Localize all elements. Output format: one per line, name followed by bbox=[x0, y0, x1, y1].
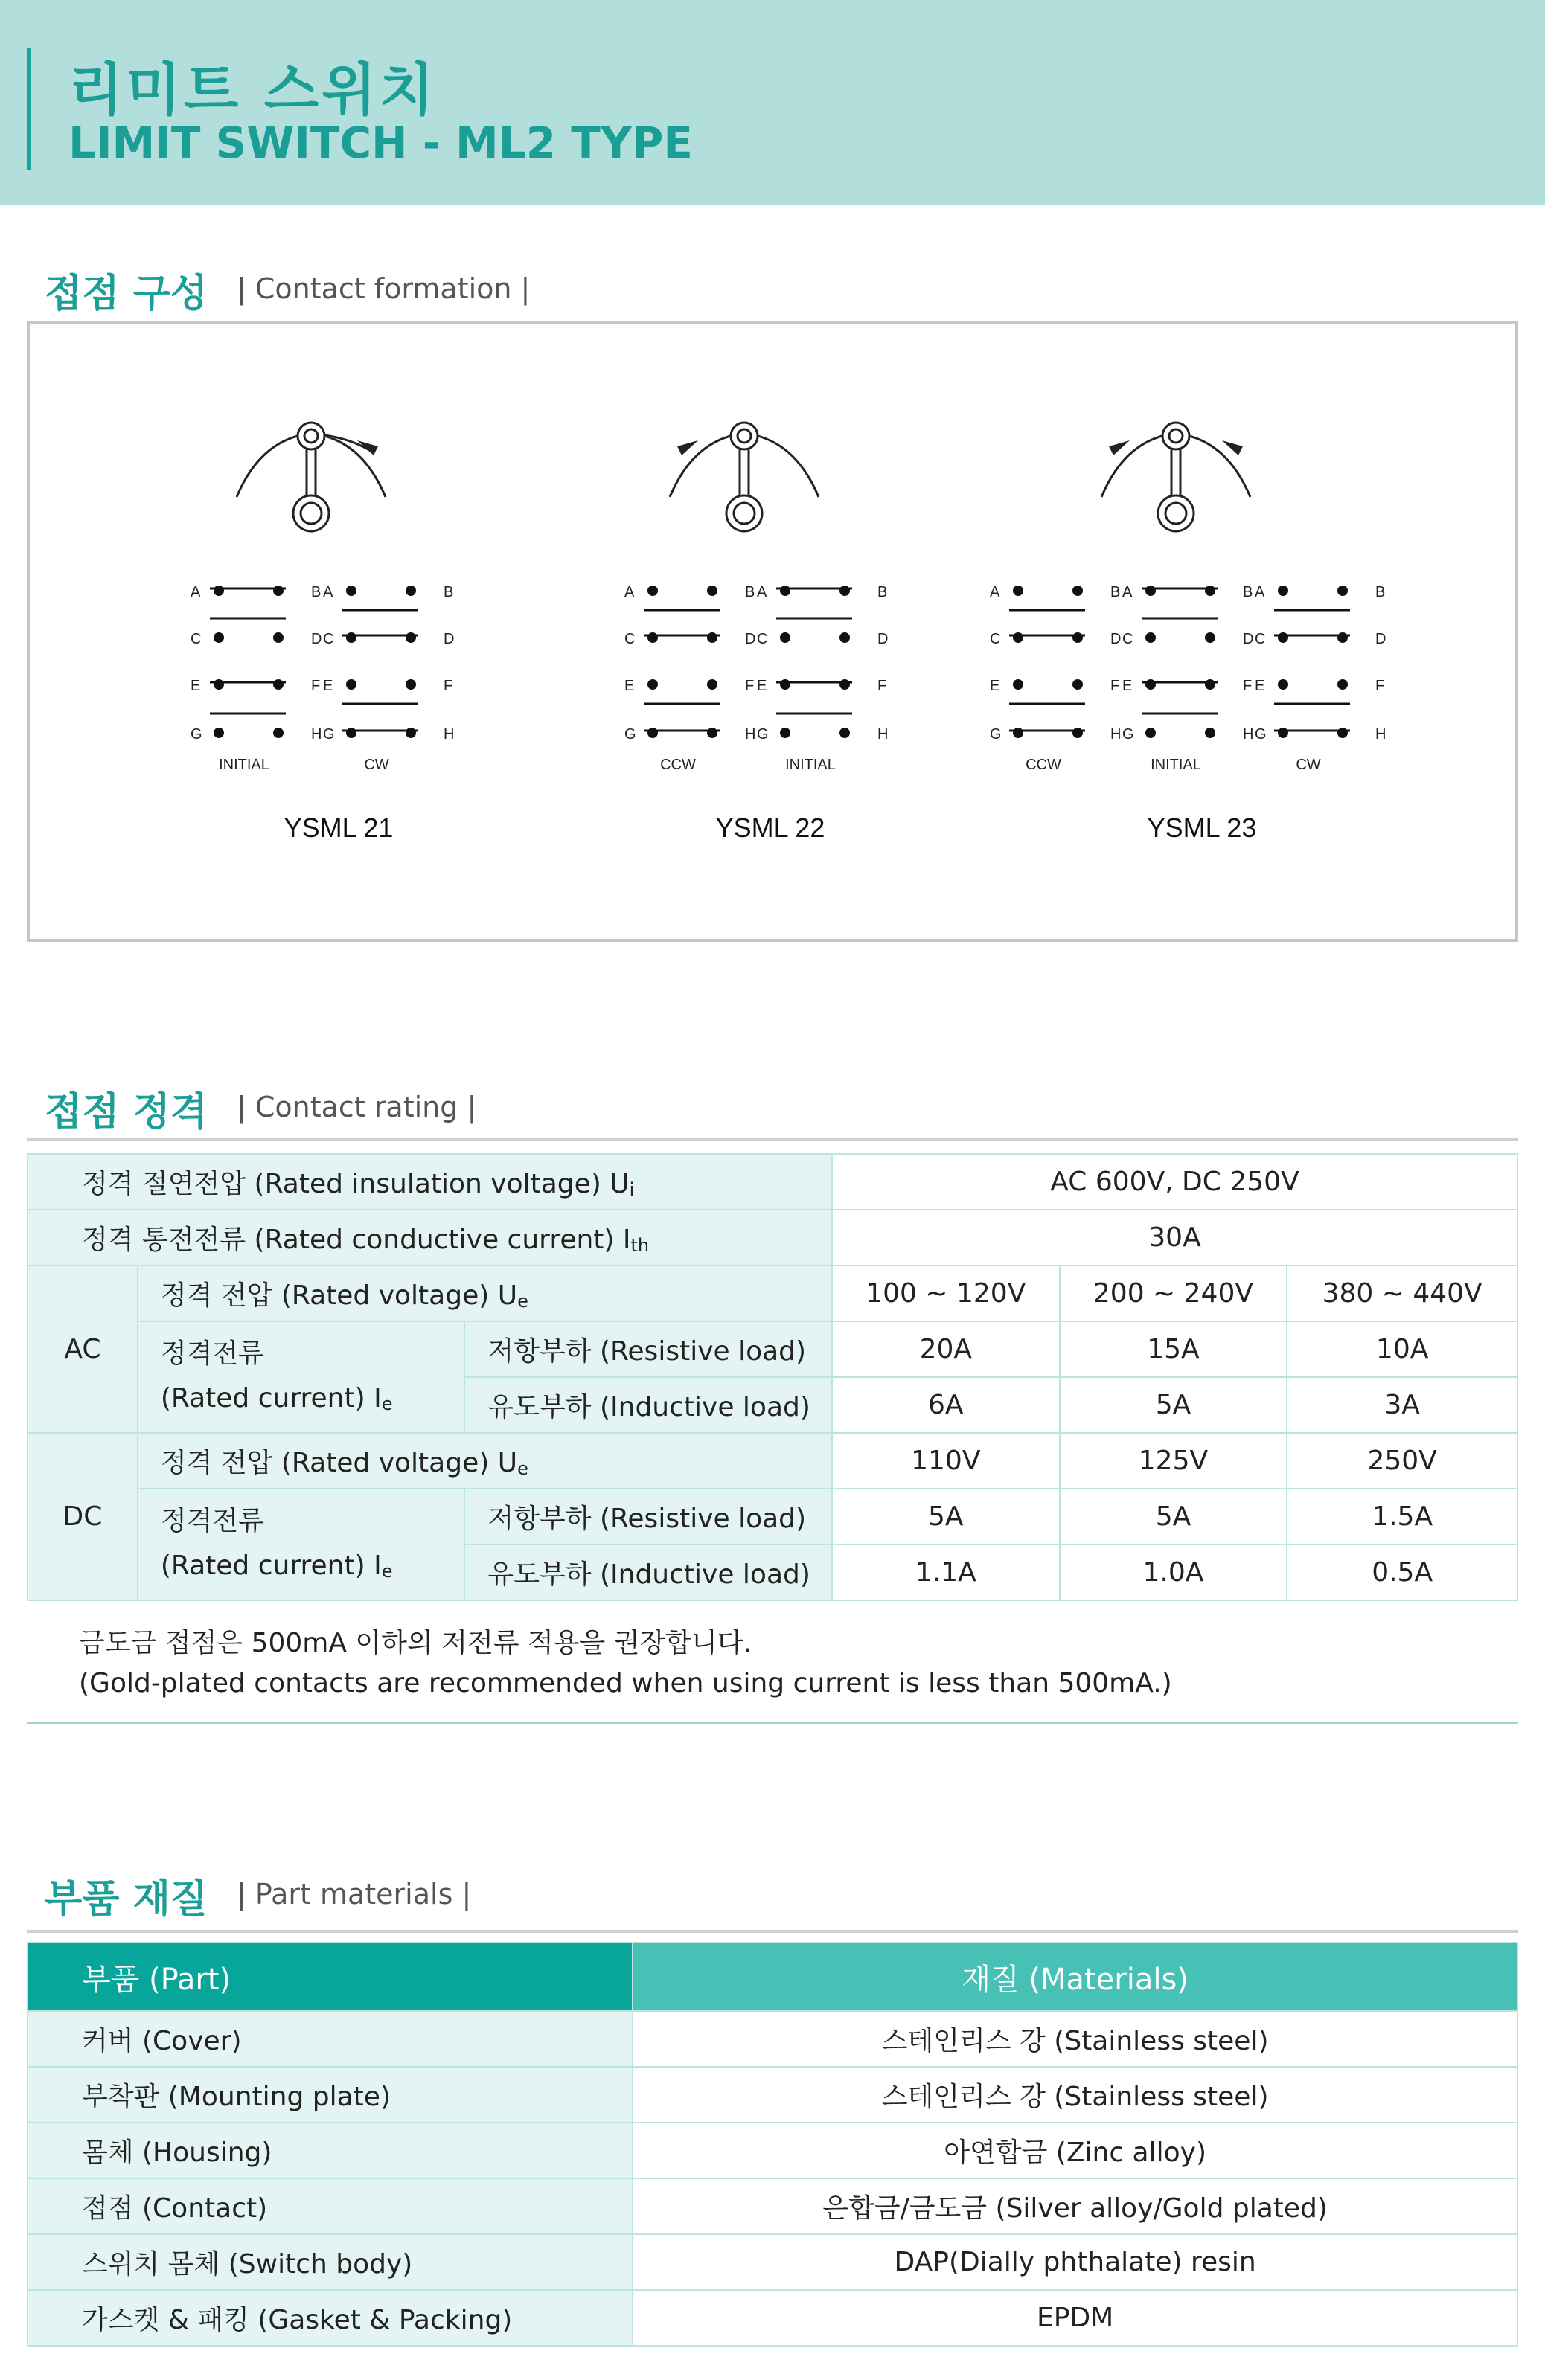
part-material: 스테인리스 강 (Stainless steel) bbox=[633, 2011, 1517, 2067]
contact-dot bbox=[1205, 728, 1215, 738]
contact-dot bbox=[1072, 632, 1083, 643]
terminal-label: D bbox=[745, 631, 756, 647]
terminal-label: B bbox=[1375, 584, 1386, 600]
gold-note-en: (Gold-plated contacts are recommended when using current is less than 500mA.) bbox=[79, 1668, 1172, 1699]
contact-dot bbox=[1337, 679, 1348, 690]
header-accent-bar bbox=[27, 48, 31, 170]
terminal-label: C bbox=[624, 631, 636, 647]
model-label-22: YSML 22 bbox=[715, 812, 825, 843]
contact-dot bbox=[1013, 679, 1023, 690]
contact-dot bbox=[839, 586, 850, 596]
contact-dot bbox=[647, 586, 658, 596]
contact-dot bbox=[1145, 679, 1156, 690]
terminal-label: H bbox=[311, 726, 322, 742]
terminal-label: E bbox=[1255, 678, 1265, 694]
part-material: 스테인리스 강 (Stainless steel) bbox=[633, 2067, 1517, 2123]
terminal-label: H bbox=[877, 726, 889, 742]
dc-resistive-3: 1.5A bbox=[1287, 1489, 1517, 1545]
contact-dot bbox=[780, 728, 790, 738]
contact-dot bbox=[406, 632, 416, 643]
dc-inductive-3: 0.5A bbox=[1287, 1545, 1517, 1600]
lever-arc-left bbox=[1101, 434, 1168, 497]
lever-arc-left bbox=[670, 434, 737, 497]
lever-arc-right bbox=[319, 434, 386, 497]
contact-dot bbox=[273, 728, 284, 738]
ac-voltage-2: 200 ~ 240V bbox=[1060, 1266, 1288, 1321]
page-title-ko: 리미트 스위치 bbox=[68, 57, 437, 123]
gold-note-ko: 금도금 접점은 500mA 이하의 저전류 적용을 권장합니다. bbox=[79, 1628, 752, 1658]
insulation-label: 정격 절연전압 (Rated insulation voltage) $U_i$ bbox=[28, 1154, 832, 1210]
terminal-label: B bbox=[745, 584, 755, 600]
terminal-label: E bbox=[624, 678, 635, 694]
part-name: 가스켓 & 패킹 (Gasket & Packing) bbox=[28, 2290, 633, 2346]
contact-diagrams bbox=[30, 324, 1518, 942]
contact-dot bbox=[1013, 586, 1023, 596]
contact-dot bbox=[346, 679, 356, 690]
terminal-label: D bbox=[1110, 631, 1122, 647]
terminal-label: A bbox=[1255, 584, 1265, 600]
contact-dot bbox=[647, 728, 658, 738]
contact-dot bbox=[1205, 679, 1215, 690]
contact-dot bbox=[1013, 728, 1023, 738]
contact-formation-subtitle: | Contact formation | bbox=[237, 272, 531, 305]
contact-dot bbox=[1072, 586, 1083, 596]
contact-dot bbox=[780, 679, 790, 690]
terminal-label: H bbox=[1243, 726, 1254, 742]
contact-dot bbox=[707, 632, 717, 643]
dc-voltage-1: 110V bbox=[832, 1433, 1060, 1489]
position-label: INITIAL bbox=[219, 757, 269, 773]
part-materials-table bbox=[27, 1942, 1518, 2347]
contact-rating-subtitle: | Contact rating | bbox=[237, 1091, 477, 1123]
position-label: CW bbox=[364, 757, 389, 773]
contact-dot bbox=[780, 632, 790, 643]
terminal-label: A bbox=[990, 584, 1000, 600]
ac-voltage-label: 정격 전압 (Rated voltage) $U_e$ bbox=[138, 1266, 832, 1321]
contact-dot bbox=[1145, 586, 1156, 596]
contact-dot bbox=[647, 632, 658, 643]
position-label: CW bbox=[1296, 757, 1321, 773]
contact-dot bbox=[647, 679, 658, 690]
ac-voltage-3: 380 ~ 440V bbox=[1287, 1266, 1517, 1321]
contact-dot bbox=[839, 632, 850, 643]
terminal-label: G bbox=[1255, 726, 1267, 742]
terminal-label: E bbox=[990, 678, 1000, 694]
materials-row bbox=[28, 2178, 1517, 2234]
dc-inductive-2: 1.0A bbox=[1060, 1545, 1288, 1600]
dc-voltage-row bbox=[28, 1433, 1517, 1489]
lever-roller-inner bbox=[301, 503, 322, 524]
ac-resistive-label: 저항부하 (Resistive load) bbox=[464, 1321, 832, 1377]
part-name: 접점 (Contact) bbox=[28, 2178, 633, 2234]
rating-bottom-rule bbox=[27, 1722, 1518, 1724]
contact-rating-table bbox=[27, 1153, 1518, 1601]
contact-dot bbox=[346, 586, 356, 596]
contact-dot bbox=[273, 679, 284, 690]
contact-dot bbox=[1145, 632, 1156, 643]
contact-dot bbox=[346, 728, 356, 738]
terminal-label: H bbox=[1110, 726, 1122, 742]
ac-resistive-2: 15A bbox=[1060, 1321, 1288, 1377]
dc-resistive-row bbox=[28, 1489, 1517, 1545]
terminal-label: C bbox=[1255, 631, 1266, 647]
ac-label: AC bbox=[28, 1266, 138, 1433]
dc-resistive-1: 5A bbox=[832, 1489, 1060, 1545]
insulation-value: AC 600V, DC 250V bbox=[832, 1154, 1517, 1210]
materials-row bbox=[28, 2011, 1517, 2067]
position-label: CCW bbox=[1026, 757, 1061, 773]
contact-dot bbox=[1072, 679, 1083, 690]
terminal-label: D bbox=[1243, 631, 1254, 647]
terminal-label: A bbox=[757, 584, 767, 600]
materials-row bbox=[28, 2067, 1517, 2123]
col-material-header: 재질 (Materials) bbox=[633, 1943, 1517, 2011]
contact-formation-box bbox=[27, 321, 1518, 942]
ac-inductive-label: 유도부하 (Inductive load) bbox=[464, 1377, 832, 1433]
part-name: 스위치 몸체 (Switch body) bbox=[28, 2234, 633, 2290]
ac-resistive-3: 10A bbox=[1287, 1321, 1517, 1377]
contact-dot bbox=[1278, 728, 1288, 738]
part-material: EPDM bbox=[633, 2290, 1517, 2346]
model-label-21: YSML 21 bbox=[284, 812, 394, 843]
contact-dot bbox=[346, 632, 356, 643]
ac-voltage-1: 100 ~ 120V bbox=[832, 1266, 1060, 1321]
ac-resistive-row bbox=[28, 1321, 1517, 1377]
contact-dot bbox=[1205, 632, 1215, 643]
contact-dot bbox=[406, 586, 416, 596]
contact-dot bbox=[839, 728, 850, 738]
arrow-head-right bbox=[1222, 440, 1243, 455]
terminal-label: E bbox=[757, 678, 767, 694]
materials-body bbox=[28, 2011, 1517, 2346]
materials-header-row bbox=[28, 1943, 1517, 2011]
part-material: 아연합금 (Zinc alloy) bbox=[633, 2123, 1517, 2178]
terminal-label: D bbox=[311, 631, 322, 647]
contact-dot bbox=[707, 586, 717, 596]
part-material: 은합금/금도금 (Silver alloy/Gold plated) bbox=[633, 2178, 1517, 2234]
terminal-label: B bbox=[444, 584, 454, 600]
terminal-label: B bbox=[877, 584, 888, 600]
rating-top-rule bbox=[27, 1138, 1518, 1141]
lever-roller-inner bbox=[1165, 503, 1186, 524]
dc-inductive-1: 1.1A bbox=[832, 1545, 1060, 1600]
arrow-head-left bbox=[677, 440, 698, 455]
terminal-label: F bbox=[877, 678, 887, 694]
contact-rating-title: 접점 정격 bbox=[45, 1090, 208, 1135]
rating-row-insulation bbox=[28, 1154, 1517, 1210]
lever-pivot-inner bbox=[738, 429, 751, 443]
materials-row bbox=[28, 2234, 1517, 2290]
lever-roller-inner bbox=[734, 503, 755, 524]
ac-inductive-2: 5A bbox=[1060, 1377, 1288, 1433]
lever-arc-right bbox=[1183, 434, 1250, 497]
lever-pivot-inner bbox=[1169, 429, 1183, 443]
contact-formation-title: 접점 구성 bbox=[45, 272, 208, 316]
ac-current-label: 정격전류 (Rated current) $I_e$ bbox=[138, 1321, 465, 1433]
terminal-label: C bbox=[1122, 631, 1133, 647]
terminal-label: C bbox=[990, 631, 1001, 647]
contact-dot bbox=[1072, 728, 1083, 738]
terminal-label: F bbox=[1375, 678, 1385, 694]
dc-resistive-2: 5A bbox=[1060, 1489, 1288, 1545]
dc-resistive-label: 저항부하 (Resistive load) bbox=[464, 1489, 832, 1545]
terminal-label: B bbox=[311, 584, 322, 600]
terminal-label: H bbox=[745, 726, 756, 742]
contact-dot bbox=[214, 728, 224, 738]
contact-dot bbox=[1278, 586, 1288, 596]
part-name: 부착판 (Mounting plate) bbox=[28, 2067, 633, 2123]
dc-inductive-label: 유도부하 (Inductive load) bbox=[464, 1545, 832, 1600]
dc-current-label: 정격전류 (Rated current) $I_e$ bbox=[138, 1489, 465, 1600]
terminal-label: A bbox=[624, 584, 635, 600]
page-header bbox=[0, 0, 1545, 205]
position-label: INITIAL bbox=[785, 757, 836, 773]
terminal-label: D bbox=[444, 631, 455, 647]
contact-dot bbox=[707, 679, 717, 690]
arrow-head-left bbox=[1109, 440, 1130, 455]
lever-arc-left bbox=[237, 434, 304, 497]
terminal-label: D bbox=[1375, 631, 1386, 647]
terminal-label: A bbox=[323, 584, 333, 600]
position-label: CCW bbox=[660, 757, 696, 773]
part-name: 커버 (Cover) bbox=[28, 2011, 633, 2067]
contact-dot bbox=[273, 586, 284, 596]
contact-dot bbox=[1278, 679, 1288, 690]
ac-inductive-1: 6A bbox=[832, 1377, 1060, 1433]
contact-dot bbox=[1145, 728, 1156, 738]
terminal-label: A bbox=[191, 584, 201, 600]
contact-dot bbox=[1337, 632, 1348, 643]
rating-row-conductive bbox=[28, 1210, 1517, 1266]
dc-voltage-label: 정격 전압 (Rated voltage) $U_e$ bbox=[138, 1433, 832, 1489]
dc-voltage-2: 125V bbox=[1060, 1433, 1288, 1489]
materials-row bbox=[28, 2290, 1517, 2346]
contact-dot bbox=[406, 679, 416, 690]
terminal-label: H bbox=[1375, 726, 1386, 742]
lever-pivot-inner bbox=[304, 429, 318, 443]
contact-dot bbox=[1278, 632, 1288, 643]
contact-dot bbox=[273, 632, 284, 643]
arrow-head-right bbox=[357, 440, 378, 455]
ac-resistive-1: 20A bbox=[832, 1321, 1060, 1377]
contact-dot bbox=[1013, 632, 1023, 643]
terminal-label: A bbox=[1122, 584, 1133, 600]
contact-dot bbox=[214, 679, 224, 690]
terminal-label: D bbox=[877, 631, 889, 647]
lever-arc-right bbox=[752, 434, 819, 497]
part-materials-subtitle: | Part materials | bbox=[237, 1878, 472, 1911]
terminal-label: B bbox=[1243, 584, 1253, 600]
terminal-label: C bbox=[191, 631, 202, 647]
terminal-label: F bbox=[1110, 678, 1120, 694]
terminal-label: F bbox=[444, 678, 453, 694]
terminal-label: G bbox=[624, 726, 636, 742]
conductive-label: 정격 통전전류 (Rated conductive current) $I_{th}$ bbox=[28, 1210, 832, 1266]
contact-dot bbox=[1337, 728, 1348, 738]
contact-dot bbox=[214, 586, 224, 596]
contact-dot bbox=[707, 728, 717, 738]
model-label-23: YSML 23 bbox=[1147, 812, 1257, 843]
terminal-label: C bbox=[323, 631, 334, 647]
terminal-label: B bbox=[1110, 584, 1121, 600]
terminal-label: C bbox=[757, 631, 768, 647]
terminal-label: F bbox=[745, 678, 755, 694]
part-material: DAP(Dially phthalate) resin bbox=[633, 2234, 1517, 2290]
part-name: 몸체 (Housing) bbox=[28, 2123, 633, 2178]
terminal-label: G bbox=[323, 726, 335, 742]
terminal-label: F bbox=[311, 678, 321, 694]
terminal-label: G bbox=[990, 726, 1002, 742]
terminal-label: E bbox=[1122, 678, 1133, 694]
terminal-label: G bbox=[191, 726, 202, 742]
ac-voltage-row bbox=[28, 1266, 1517, 1321]
page-title-en: LIMIT SWITCH - ML2 TYPE bbox=[68, 118, 693, 168]
materials-top-rule bbox=[27, 1930, 1518, 1933]
ac-inductive-3: 3A bbox=[1287, 1377, 1517, 1433]
part-materials-title: 부품 재질 bbox=[45, 1877, 208, 1922]
position-label: INITIAL bbox=[1151, 757, 1201, 773]
conductive-value: 30A bbox=[832, 1210, 1517, 1266]
terminal-label: G bbox=[1122, 726, 1134, 742]
contact-dot bbox=[406, 728, 416, 738]
terminal-label: F bbox=[1243, 678, 1253, 694]
terminal-label: H bbox=[444, 726, 455, 742]
terminal-label: E bbox=[191, 678, 201, 694]
dc-voltage-3: 250V bbox=[1287, 1433, 1517, 1489]
contact-dot bbox=[1205, 586, 1215, 596]
materials-row bbox=[28, 2123, 1517, 2178]
contact-dot bbox=[839, 679, 850, 690]
contact-dot bbox=[780, 586, 790, 596]
terminal-label: E bbox=[323, 678, 333, 694]
contact-dot bbox=[1337, 586, 1348, 596]
col-part-header: 부품 (Part) bbox=[28, 1943, 633, 2011]
contact-dot bbox=[214, 632, 224, 643]
dc-label: DC bbox=[28, 1433, 138, 1600]
terminal-label: G bbox=[757, 726, 769, 742]
